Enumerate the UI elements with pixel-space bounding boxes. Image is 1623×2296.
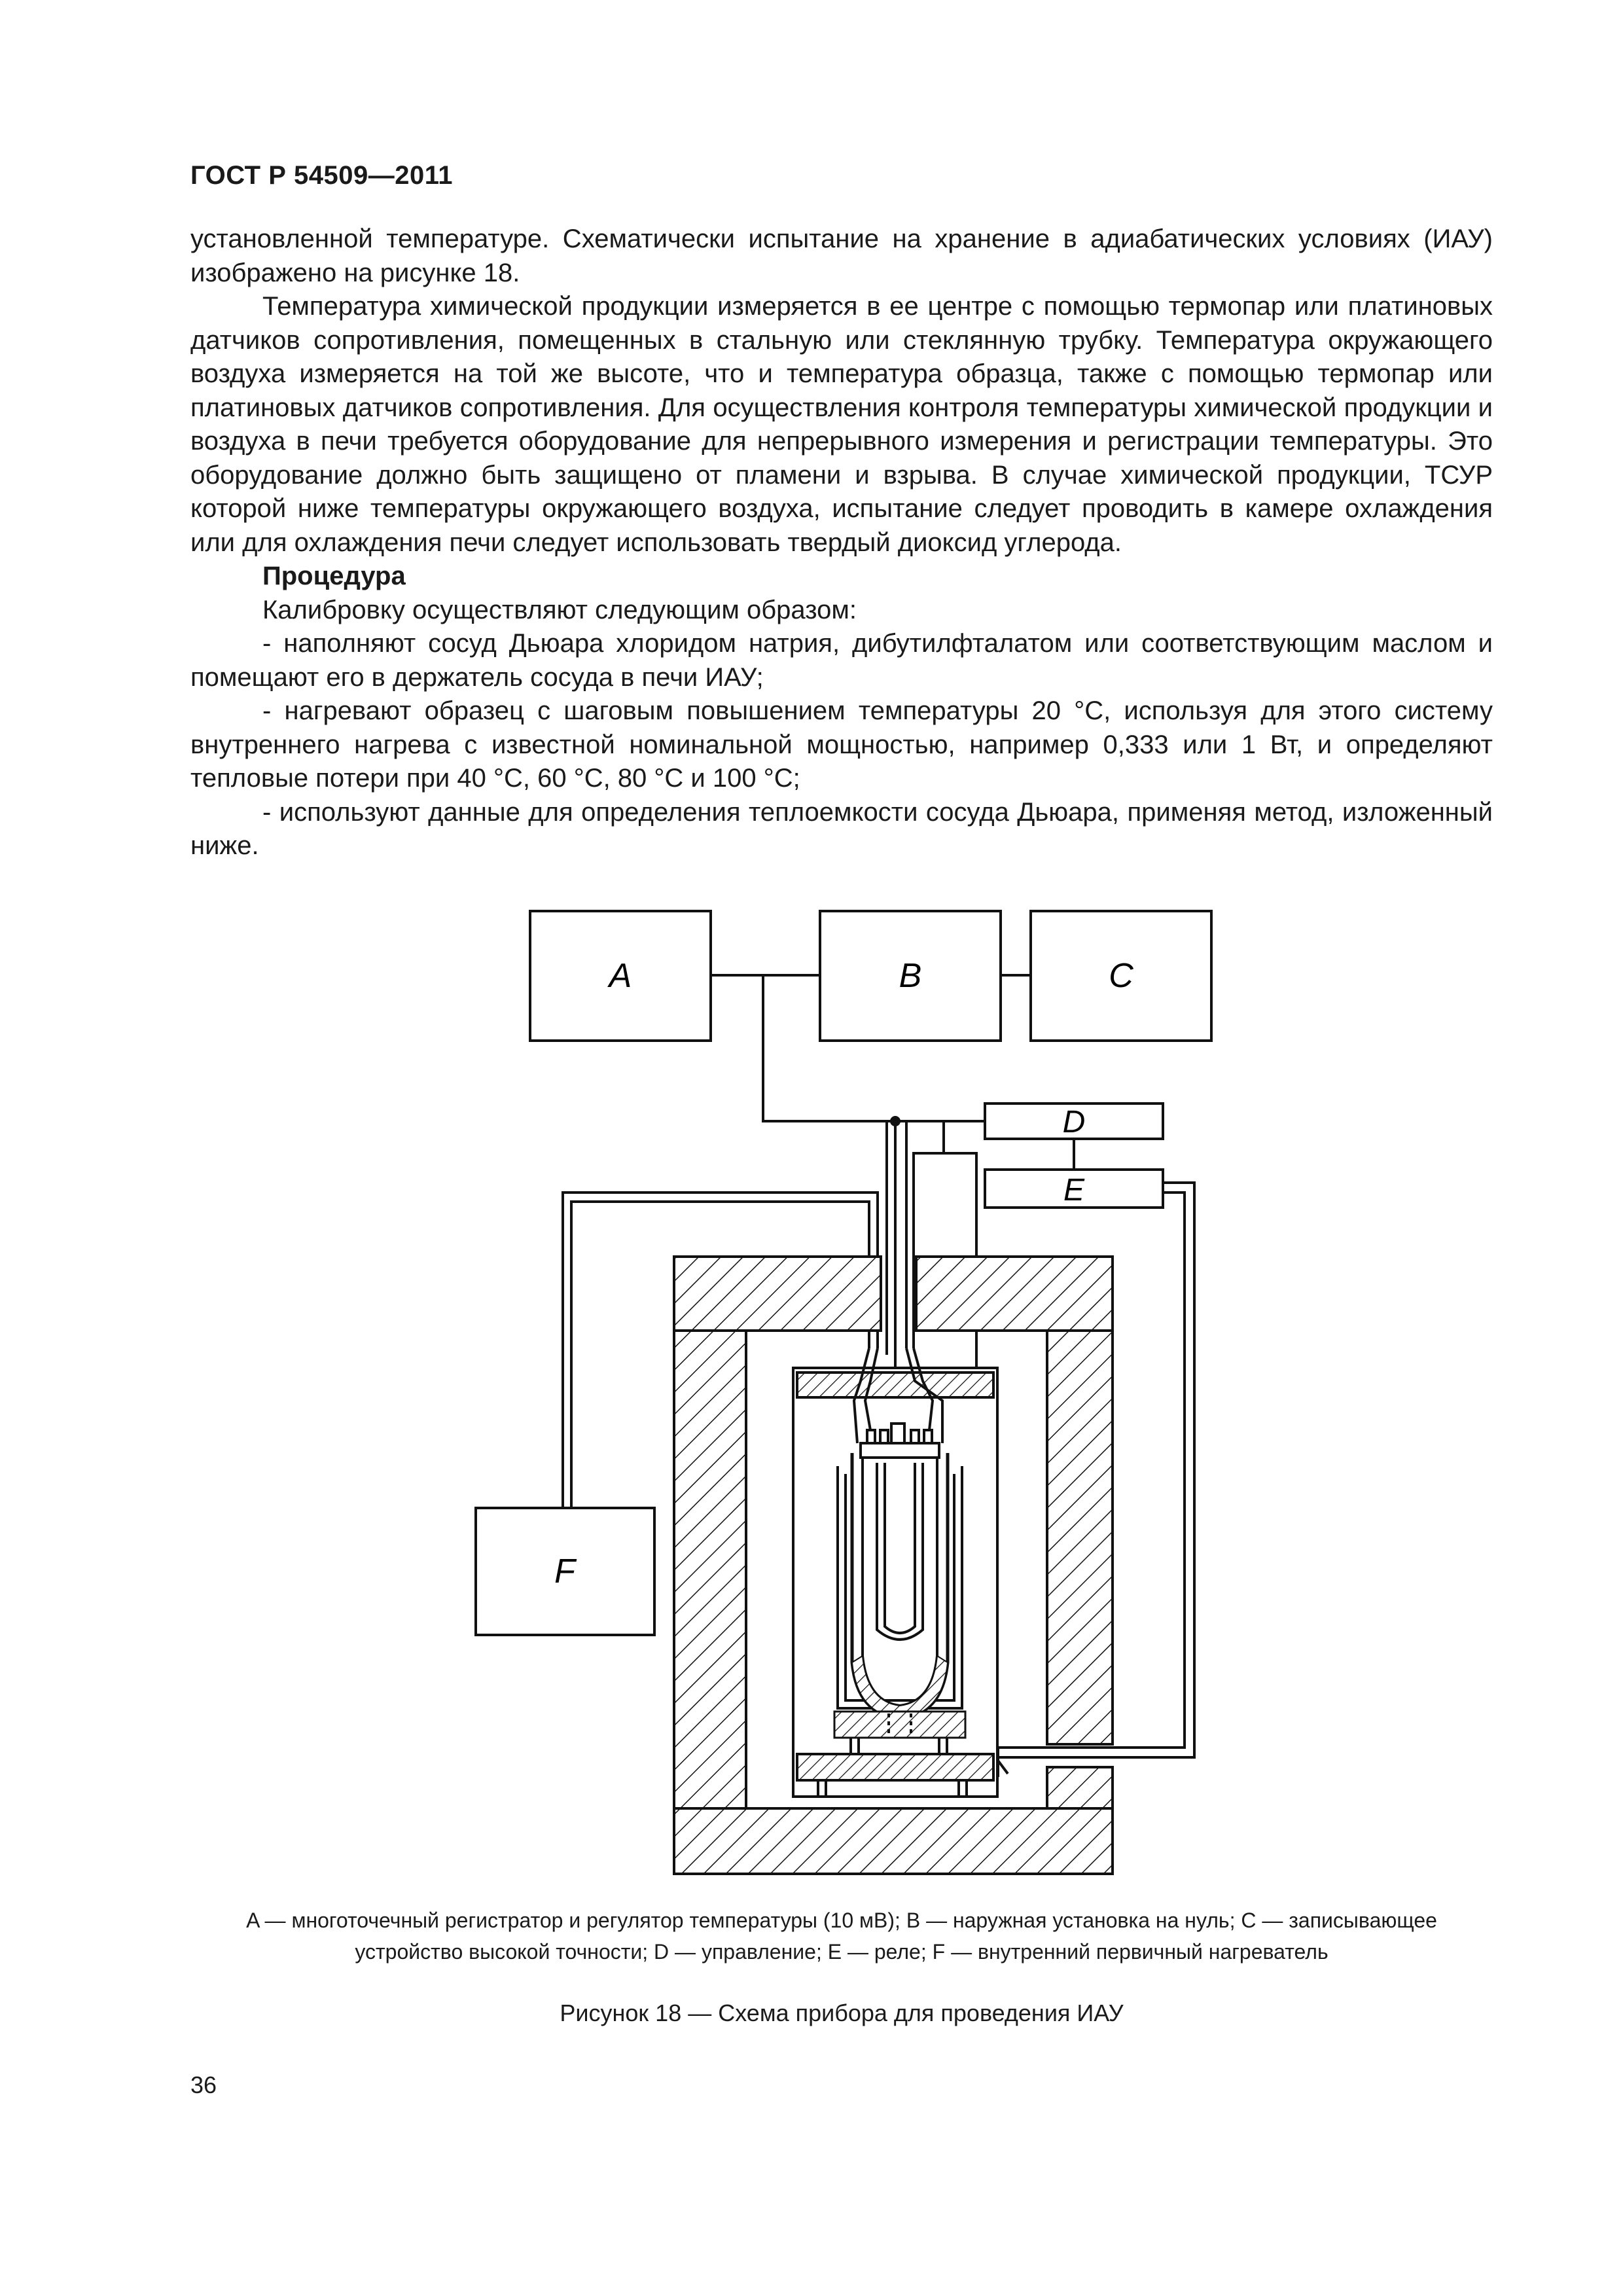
figure-legend: A — многоточечный регистратор и регулятор температуры (10 мВ); B — наружная установка на нуль; C — записывающее устройство высокой точности; D — управление; E — реле; F — внутренний первичный нагреватель: [246, 1909, 1437, 1964]
label-a: A: [609, 957, 632, 995]
label-f: F: [554, 1552, 575, 1590]
apparatus-schematic: [0, 890, 1623, 1898]
paragraph: установленной температуре. Схематически испытание на хранение в адиабатических условиях (ИАУ) изображено на рисунке 18.: [190, 224, 1493, 287]
list-item: - наполняют сосуд Дьюара хлоридом натрия, дибутилфталатом или соответствующим маслом и помещают его в держатель сосуда в печи ИАУ;: [190, 629, 1493, 692]
list-item: - используют данные для определения теплоемкости сосуда Дьюара, применяя метод, изложенный ниже.: [190, 797, 1493, 860]
page-number: 36: [190, 2072, 217, 2098]
section-heading: Процедура: [262, 562, 406, 590]
body-text: [190, 223, 1493, 863]
document-code: ГОСТ Р 54509—2011: [190, 161, 453, 190]
list-item: - нагревают образец с шаговым повышением температуры 20 °С, используя для этого систему внутреннего нагрева с известной номинальной мощностью, например 0,333 или 1 Вт, и определяют тепловые потери при 40 °С, 60 °С, 80 °С и 100 °С;: [190, 696, 1493, 793]
label-d: D: [1062, 1105, 1086, 1139]
figure-title: Рисунок 18 — Схема прибора для проведения ИАУ: [560, 2000, 1124, 2026]
figure-apparatus-diagram: [0, 890, 1623, 1898]
paragraph: Температура химической продукции измеряется в ее центре с помощью термопар или платиновых датчиков сопротивления, помещенных в стальную или стеклянную трубку. Температура окружающего воздуха измеряется на той же высоте, что и температура образца, также с помощью термопар или платиновых датчиков сопротивления. Для осуществления контроля температуры химической продукции и воздуха в печи требуется оборудование для непрерывного измерения и регистрации температуры. Это оборудование должно быть защищено от пламени и взрыва. В случае химической продукции, ТСУР которой ниже температуры окружающего воздуха, испытание следует проводить в камере охлаждения или для охлаждения печи следует использовать твердый диоксид углерода.: [190, 292, 1493, 557]
label-e: E: [1063, 1173, 1085, 1208]
label-c: C: [1109, 957, 1133, 995]
label-b: B: [899, 957, 922, 995]
paragraph: Калибровку осуществляют следующим образом:: [262, 595, 857, 624]
